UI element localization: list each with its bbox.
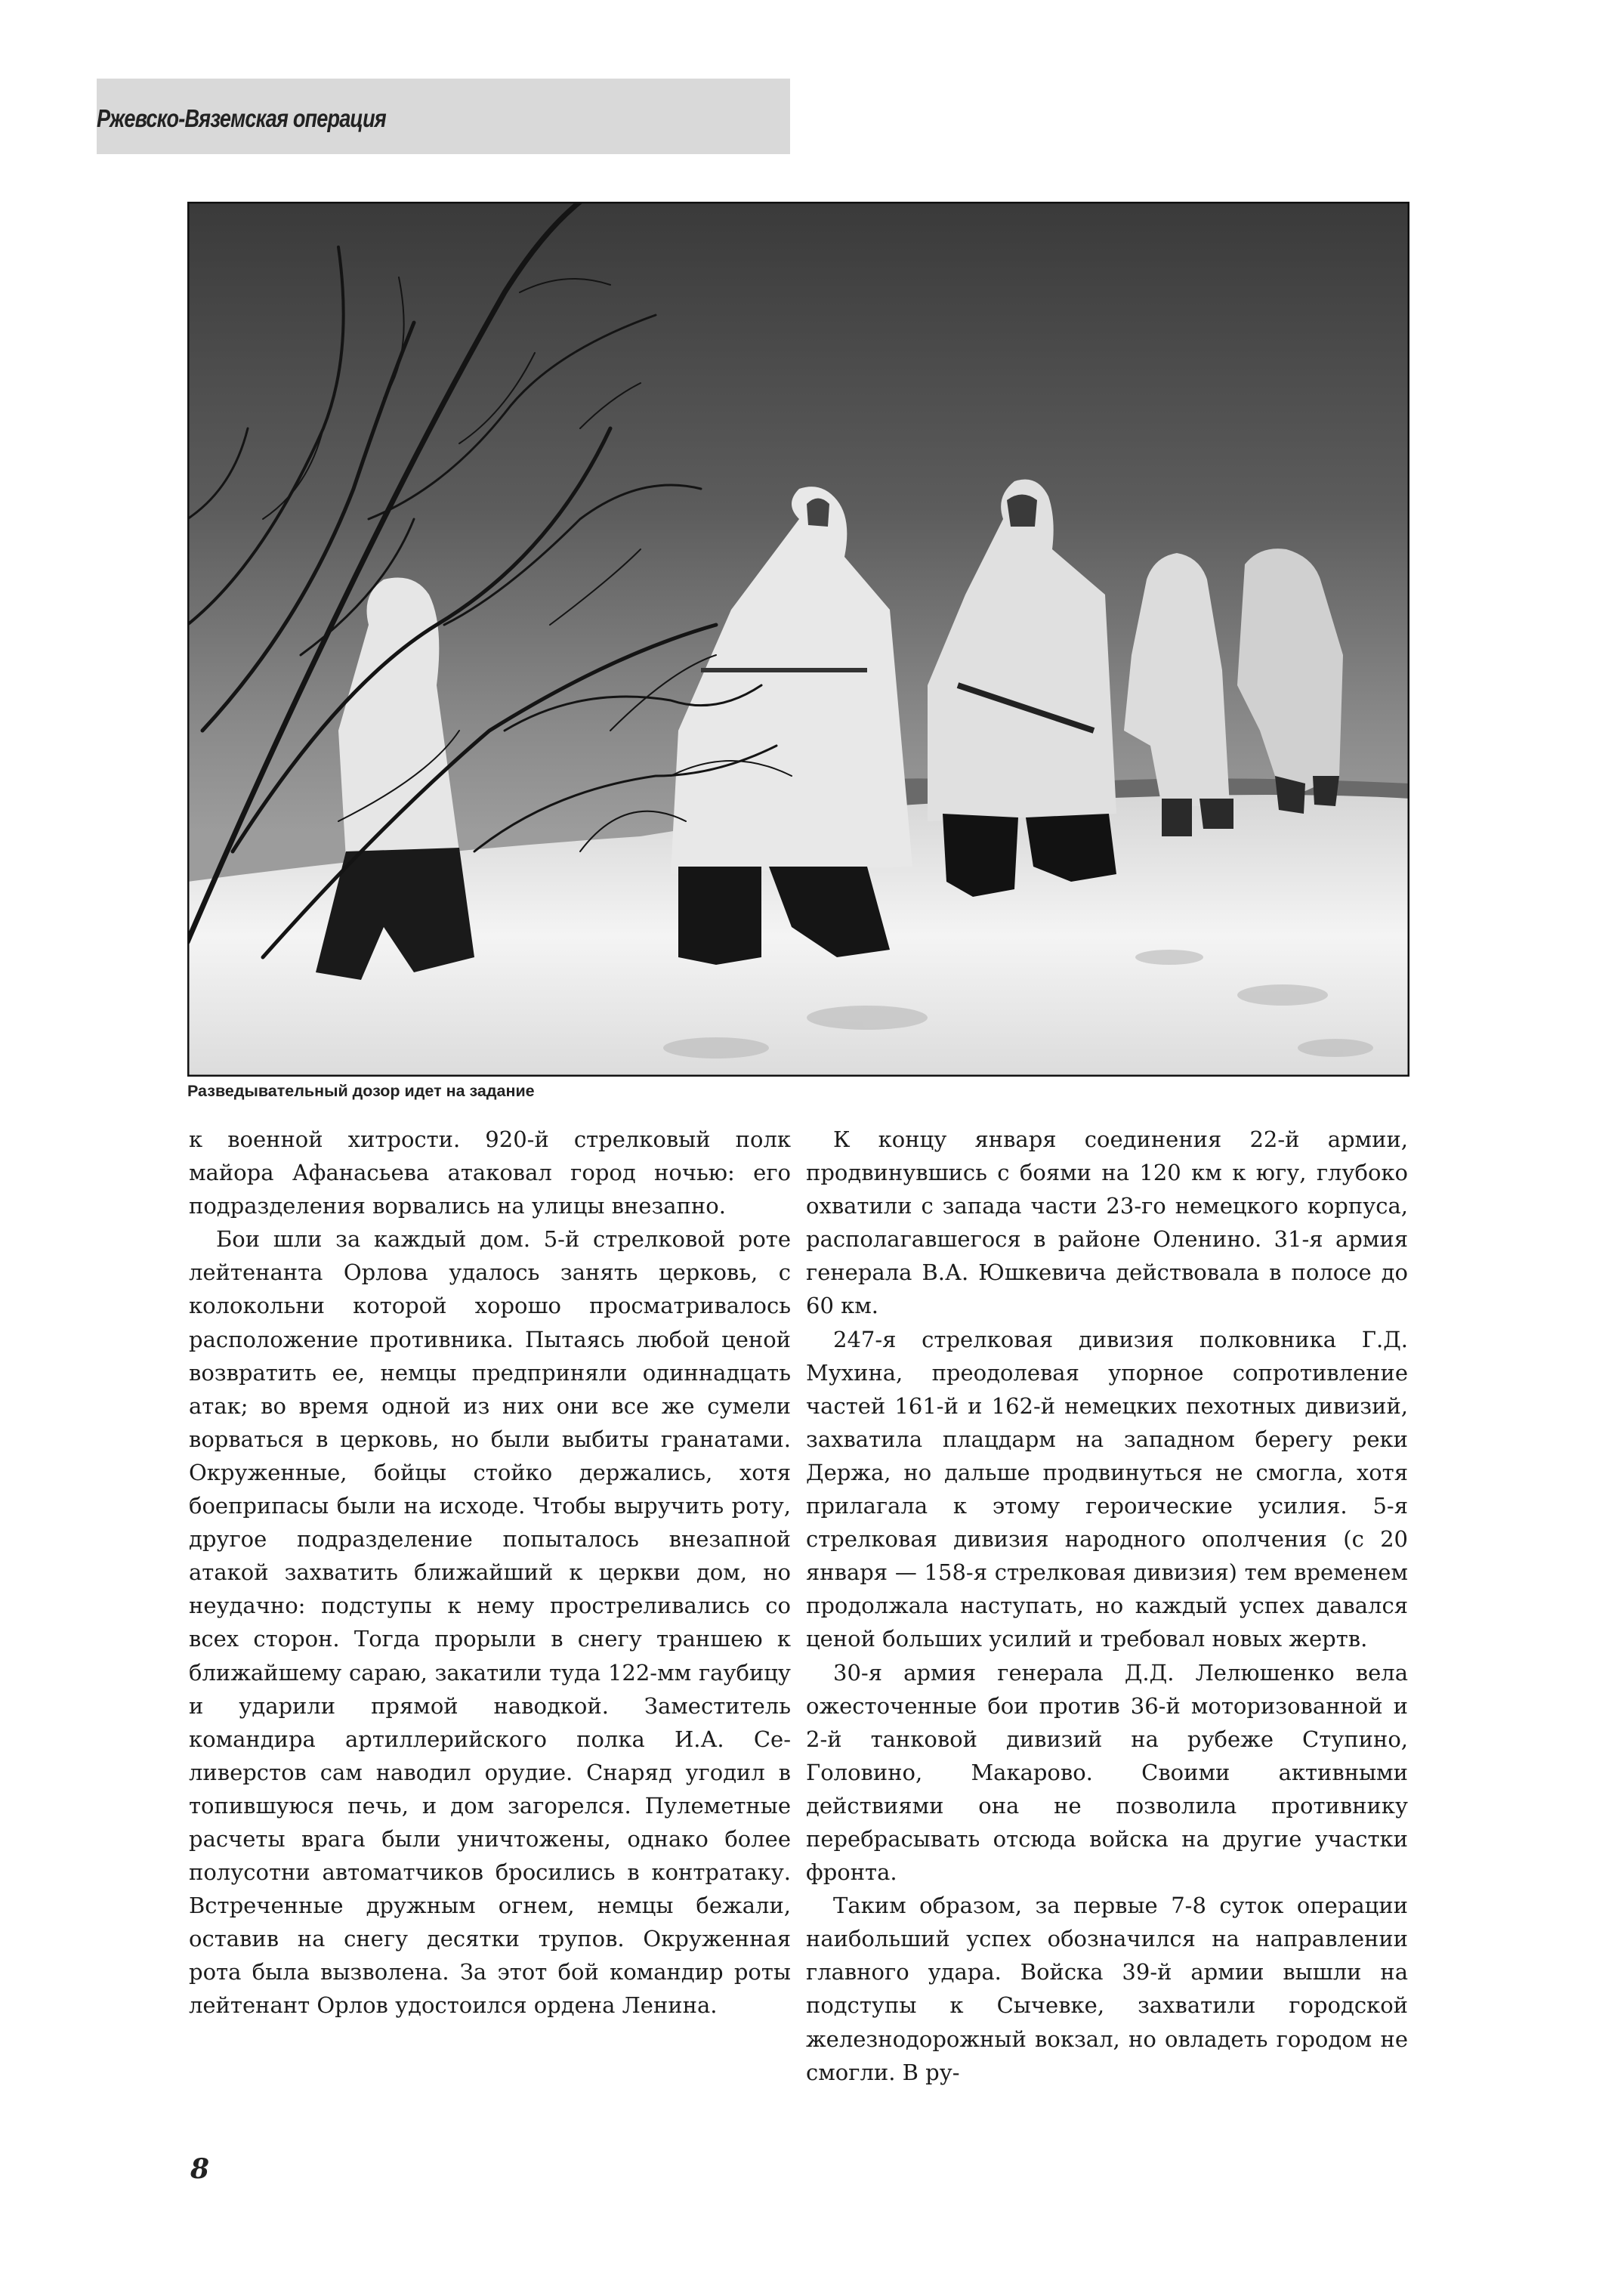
text-column-left [189, 1123, 791, 2023]
text-column-right [806, 1123, 1408, 2089]
paragraph: 247-я стрелковая дивизия полковника Г.Д. Мухина, преодолевая упорное сопротивление частей 161-й и 162-й немецких пехотных дивизий, захватила плацдарм на западном берегу реки Держа, но дальше продвинуться не смогла, хотя прилагала к этому героические усилия. 5-я стрелковая дивизия народного ополчения (с 20 января — 158-я стрелковая дивизия) тем временем продолжала наступать, но каждый успех давался ценой больших усилий и требовал новых жертв. [806, 1326, 1408, 1652]
paragraph: 30-я армия генерала Д.Д. Лелюшенко вела ожесточенные бои против 36-й моторизованной и 2-й танковой дивизий на рубеже Ступино, Головино, Макарово. Своими активными действиями она не позволила противнику перебрасывать отсюда войска на другие участки фронта. [806, 1659, 1408, 1886]
photo-caption: Разведывательный дозор идет на задание [187, 1082, 535, 1100]
paragraph: К концу января соединения 22-й армии, продвинувшись с боями на 120 км к югу, глубоко охватили с запада части 23-го немецкого корпуса, располагавшегося в районе Оленино. 31-я армия генерала В.А. Юшкевича действовала в полосе до 60 км. [806, 1126, 1408, 1319]
paragraph: Таким образом, за первые 7-8 суток операции наибольший успех обозначился на направлении главного удара. Войска 39-й армии вышли на подступы к Сычевке, захватили городской железнодорожный вокзал, но овладеть городом не смогли. В ру- [806, 1893, 1408, 2085]
running-header-title: Ржевско-Вяземская операция [97, 104, 386, 132]
paragraph: Бои шли за каждый дом. 5-й стрелковой роте лейтенанта Орлова удалось занять церковь, с колокольни которой хорошо просматривалось расположение противника. Пытаясь любой ценой возвратить ее, немцы предприняли одиннадцать атак; во время одной из них они все же сумели ворваться в церковь, но были выбиты гранатами. Окруженные, бойцы стойко держались, хотя боеприпасы были на исходе. Чтобы выручить роту, другое подразделение попыталось внезапной атакой захватить ближайший к церкви дом, но неудачно: подступы к нему простреливались со всех сторон. Тогда прорыли в снегу траншею к ближайшему сараю, закатили туда 122-мм гаубицу и ударили прямой наводкой. Заместитель командира артиллерийского полка И.А. Селиверстов сам наводил орудие. Снаряд угодил в топившуюся печь, и дом загорелся. Пулеметные расчеты врага были уничтожены, однако более полусотни автоматчиков бросились в контратаку. Встреченные дружным огнем, немцы бежали, оставив на снегу десятки трупов. Окруженная рота была вызволена. За этот бой командир роты лейтенант Орлов удостоился ордена Ленина. [189, 1226, 791, 2019]
paragraph: к военной хитрости. 920-й стрелковый полк майора Афанасьева атаковал город ночью: его подразделения ворвались на улицы внезапно. [189, 1126, 791, 1219]
photo-scouts-in-snow [187, 202, 1409, 1077]
page-number: 8 [190, 2153, 210, 2185]
